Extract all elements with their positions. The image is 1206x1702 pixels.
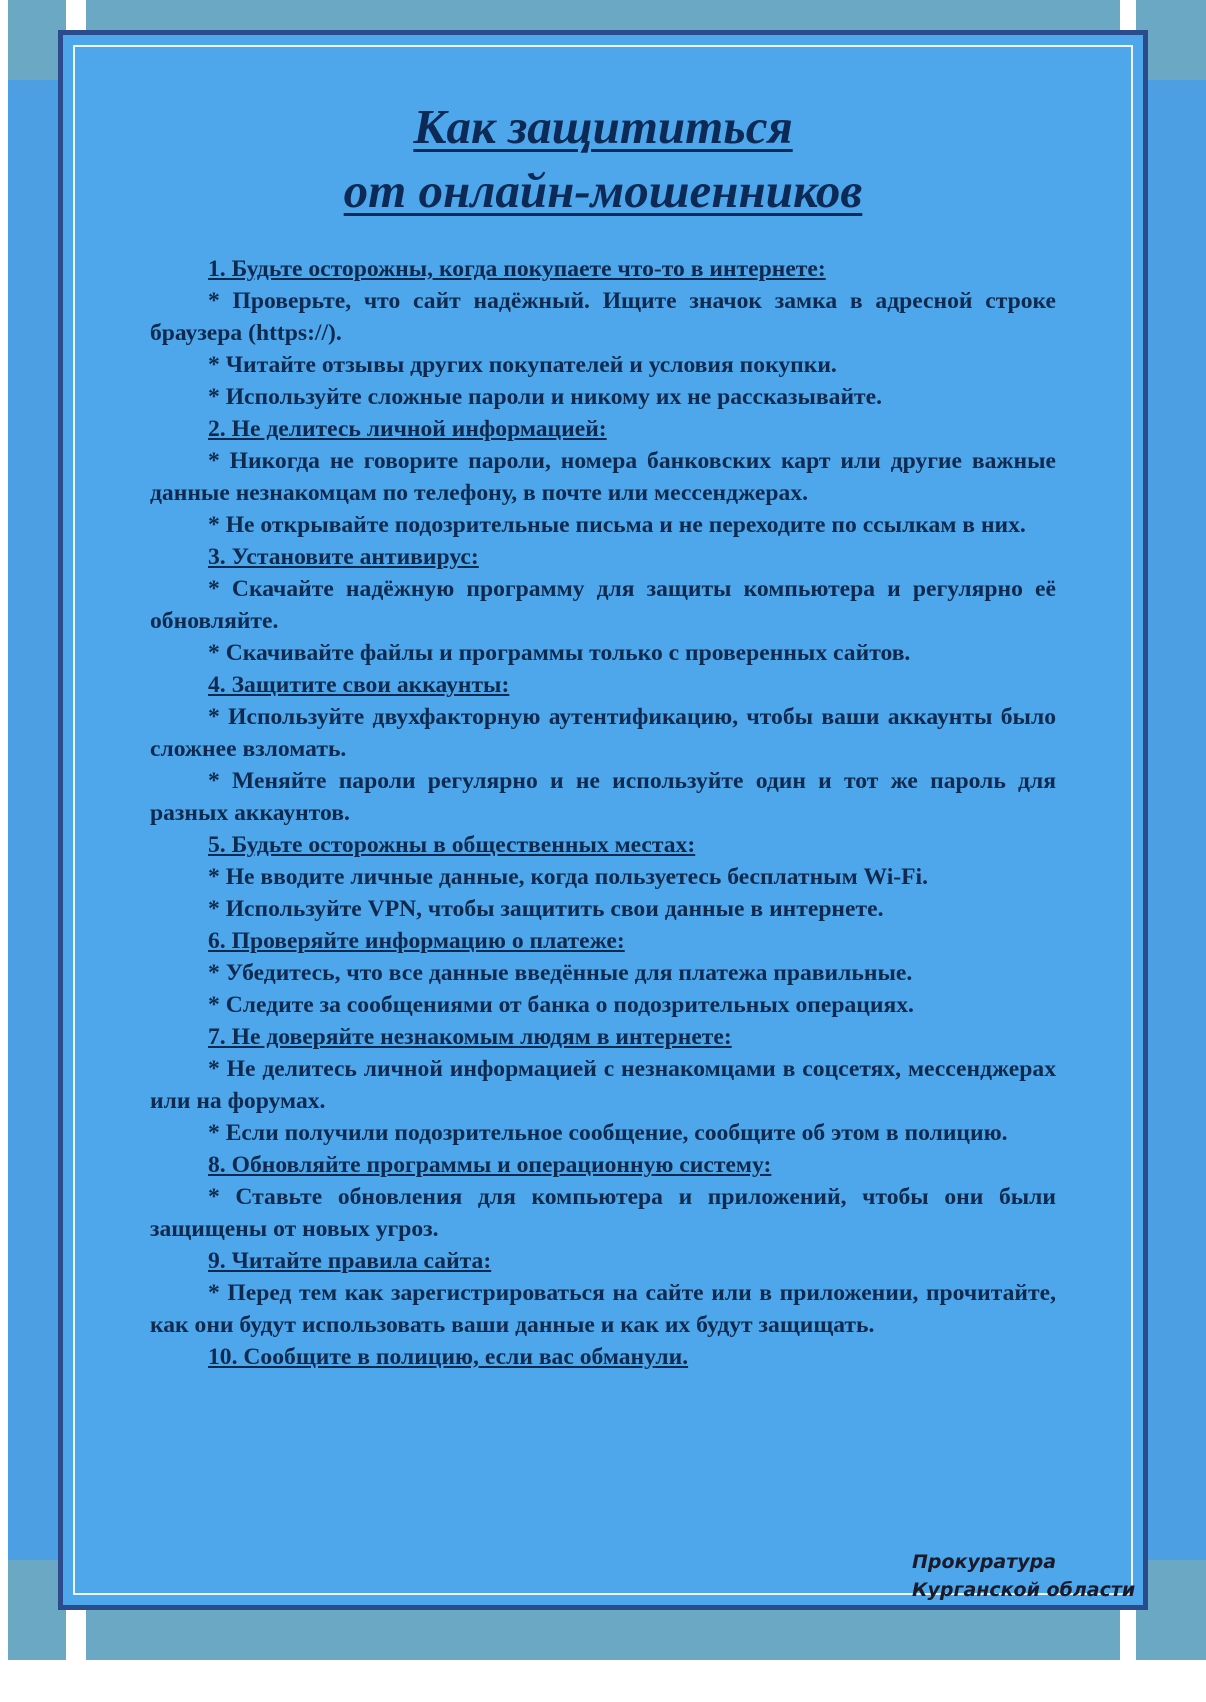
section-item: * Используйте VPN, чтобы защитить свои данные в интернете.: [208, 896, 884, 922]
section-item: * Скачивайте файлы и программы только с проверенных сайтов.: [208, 640, 911, 666]
section-item: * Проверьте, что сайт надёжный. Ищите значок замка в адресной строке браузера (https://).: [150, 288, 1056, 346]
section-heading: 9. Читайте правила сайта:: [208, 1248, 492, 1274]
poster-title-line-2: от онлайн-мошенников: [343, 163, 863, 218]
signature-line-1: Прокуратура: [912, 1551, 1057, 1573]
poster-content: [150, 95, 1056, 1373]
section-heading: 10. Сообщите в полицию, если вас обманули.: [208, 1344, 689, 1370]
section-item: * Если получили подозрительное сообщение, сообщите об этом в полицию.: [208, 1120, 1008, 1146]
section-item: * Не вводите личные данные, когда пользуетесь бесплатным Wi-Fi.: [208, 864, 928, 890]
section-item: * Используйте двухфакторную аутентификацию, чтобы ваши аккаунты было сложнее взломать.: [150, 704, 1056, 762]
poster-title: [150, 95, 1056, 223]
section-heading: 7. Не доверяйте незнакомым людям в интернете:: [208, 1024, 732, 1050]
poster-title-line-1: Как защититься: [413, 99, 793, 154]
section-heading: 1. Будьте осторожны, когда покупаете что-то в интернете:: [208, 256, 826, 282]
section-heading: 6. Проверяйте информацию о платеже:: [208, 928, 625, 954]
section-heading: 5. Будьте осторожны в общественных местах:: [208, 832, 696, 858]
section-item: * Убедитесь, что все данные введённые для платежа правильные.: [208, 960, 913, 986]
section-item: * Следите за сообщениями от банка о подозрительных операциях.: [208, 992, 914, 1018]
section-heading: 8. Обновляйте программы и операционную систему:: [208, 1152, 772, 1178]
advice-list: [150, 253, 1056, 1373]
section-heading: 4. Защитите свои аккаунты:: [208, 672, 510, 698]
section-item: * Ставьте обновления для компьютера и приложений, чтобы они были защищены от новых угроз.: [150, 1184, 1056, 1242]
section-item: * Меняйте пароли регулярно и не используйте один и тот же пароль для разных аккаунтов.: [150, 768, 1056, 826]
signature-line-2: Курганской области: [912, 1579, 1136, 1601]
section-item: * Используйте сложные пароли и никому их не рассказывайте.: [208, 384, 883, 410]
section-item: * Никогда не говорите пароли, номера банковских карт или другие важные данные незнакомцам по телефону, в почте или мессенджерах.: [150, 448, 1056, 506]
section-heading: 2. Не делитесь личной информацией:: [208, 416, 607, 442]
section-heading: 3. Установите антивирус:: [208, 544, 479, 570]
signature: [912, 1548, 1135, 1604]
section-item: * Не делитесь личной информацией с незнакомцами в соцсетях, мессенджерах или на форумах.: [150, 1056, 1056, 1114]
section-item: * Скачайте надёжную программу для защиты компьютера и регулярно её обновляйте.: [150, 576, 1056, 634]
section-item: * Читайте отзывы других покупателей и условия покупки.: [208, 352, 837, 378]
section-item: * Перед тем как зарегистрироваться на сайте или в приложении, прочитайте, как они будут использовать ваши данные и как их будут защищать.: [150, 1280, 1056, 1338]
section-item: * Не открывайте подозрительные письма и не переходите по ссылкам в них.: [208, 512, 1026, 538]
